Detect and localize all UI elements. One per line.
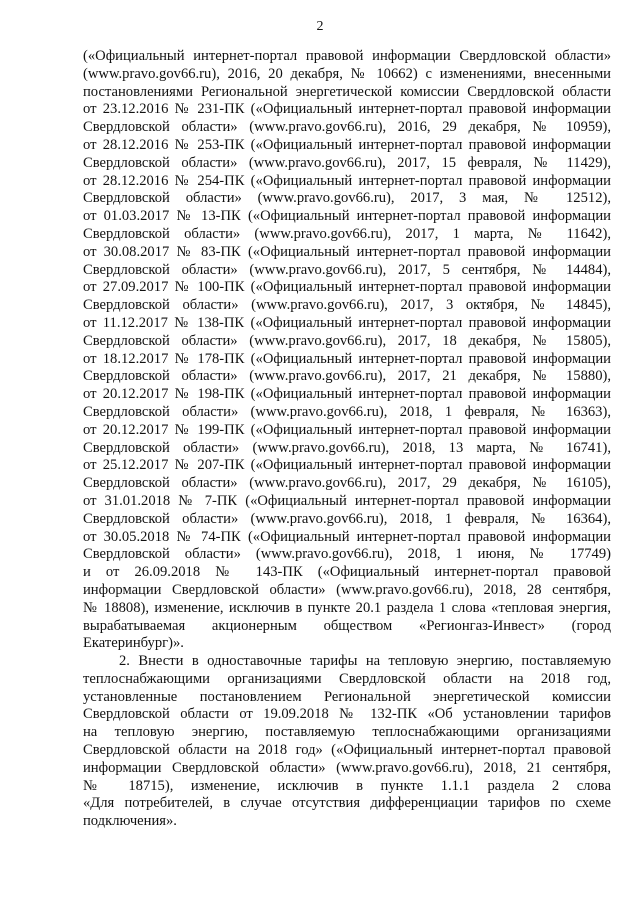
text-line: от 30.08.2017 № 83-ПК («Официальный интернет-портал правовой информации <box>83 243 611 260</box>
text-line: от 23.12.2016 № 231-ПК («Официальный интернет-портал правовой информации <box>83 101 611 118</box>
text-line: («Официальный интернет-портал правовой информации Свердловской области» <box>83 48 611 64</box>
text-line: Свердловской области» (www.pravo.gov66.ru), 2017, 21 декабря, № 15880), <box>83 368 611 385</box>
text-line: постановлениями Региональной энергетической комиссии Свердловской области <box>83 83 611 100</box>
text-line: Свердловской области» (www.pravo.gov66.ru), 2018, 1 июня, № 17749) <box>83 546 611 563</box>
text-line: (www.pravo.gov66.ru), 2016, 20 декабря, № 10662) с изменениями, внесенными <box>83 65 611 82</box>
text-line: от 20.12.2017 № 199-ПК («Официальный интернет-портал правовой информации <box>83 421 611 438</box>
text-line: от 25.12.2017 № 207-ПК («Официальный интернет-портал правовой информации <box>83 457 611 474</box>
text-line: Екатеринбург)». <box>83 635 184 652</box>
document-body <box>83 48 611 831</box>
text-line: и от 26.09.2018 № 143-ПК («Официальный интернет-портал правовой <box>83 564 611 581</box>
text-line: Свердловской области» (www.pravo.gov66.ru), 2017, 15 февраля, № 11429), <box>83 154 611 171</box>
text-line: вырабатываемая акционерным обществом «Регионгаз-Инвест» (город <box>83 617 611 634</box>
text-line: от 28.12.2016 № 254-ПК («Официальный интернет-портал правовой информации <box>83 172 611 189</box>
text-line: Свердловской области» (www.pravo.gov66.ru), 2018, 1 февраля, № 16363), <box>83 403 611 420</box>
text-line: теплоснабжающими организациями Свердловской области на 2018 год, <box>83 670 611 687</box>
text-line: Свердловской области от 19.09.2018 № 132-ПК «Об установлении тарифов <box>83 706 611 723</box>
text-line: от 27.09.2017 № 100-ПК («Официальный интернет-портал правовой информации <box>83 279 611 296</box>
text-line: Свердловской области» (www.pravo.gov66.ru), 2016, 29 декабря, № 10959), <box>83 119 611 136</box>
text-line: информации Свердловской области» (www.pravo.gov66.ru), 2018, 21 сентября, <box>83 759 611 776</box>
text-line: от 20.12.2017 № 198-ПК («Официальный интернет-портал правовой информации <box>83 386 611 403</box>
text-line: от 28.12.2016 № 253-ПК («Официальный интернет-портал правовой информации <box>83 136 611 153</box>
text-line: Свердловской области на 2018 год» («Официальный интернет-портал правовой <box>83 742 611 759</box>
text-line: Свердловской области» (www.pravo.gov66.ru), 2017, 18 декабря, № 15805), <box>83 332 611 349</box>
text-line: № 18715), изменение, исключив в пункте 1.1.1 раздела 2 слова <box>83 777 611 794</box>
text-line: Свердловской области» (www.pravo.gov66.ru), 2018, 13 марта, № 16741), <box>83 439 611 456</box>
text-line: от 18.12.2017 № 178-ПК («Официальный интернет-портал правовой информации <box>83 350 611 367</box>
text-line: Свердловской области» (www.pravo.gov66.ru), 2017, 5 сентября, № 14484), <box>83 261 611 278</box>
page-number: 2 <box>316 19 324 34</box>
text-line: от 31.01.2018 № 7-ПК («Официальный интернет-портал правовой информации <box>83 492 611 509</box>
text-line: от 01.03.2017 № 13-ПК («Официальный интернет-портал правовой информации <box>83 208 611 225</box>
text-line: 2. Внести в одноставочные тарифы на тепловую энергию, поставляемую <box>119 653 611 670</box>
text-line: Свердловской области» (www.pravo.gov66.ru), 2017, 29 декабря, № 16105), <box>83 475 611 492</box>
text-line: «Для потребителей, в случае отсутствия дифференциации тарифов по схеме <box>83 795 611 812</box>
text-line: Свердловской области» (www.pravo.gov66.ru), 2017, 3 мая, № 12512), <box>83 190 611 207</box>
text-line: от 30.05.2018 № 74-ПК («Официальный интернет-портал правовой информации <box>83 528 611 545</box>
text-line: Свердловской области» (www.pravo.gov66.ru), 2018, 1 февраля, № 16364), <box>83 510 611 527</box>
paragraph-amendments-list <box>83 48 611 653</box>
text-line: № 18808), изменение, исключив в пункте 20.1 раздела 1 слова «тепловая энергия, <box>83 599 611 616</box>
text-line: подключения». <box>83 813 177 830</box>
text-line: на тепловую энергию, поставляемую теплоснабжающими организациями <box>83 724 611 741</box>
text-line: информации Свердловской области» (www.pravo.gov66.ru), 2018, 28 сентября, <box>83 581 611 598</box>
text-line: Свердловской области» (www.pravo.gov66.ru), 2017, 1 марта, № 11642), <box>83 225 611 242</box>
text-line: установленные постановлением Региональной энергетической комиссии <box>83 688 611 705</box>
paragraph-item-2 <box>83 653 611 831</box>
text-line: от 11.12.2017 № 138-ПК («Официальный интернет-портал правовой информации <box>83 314 611 331</box>
text-line: Свердловской области» (www.pravo.gov66.ru), 2017, 3 октября, № 14845), <box>83 297 611 314</box>
